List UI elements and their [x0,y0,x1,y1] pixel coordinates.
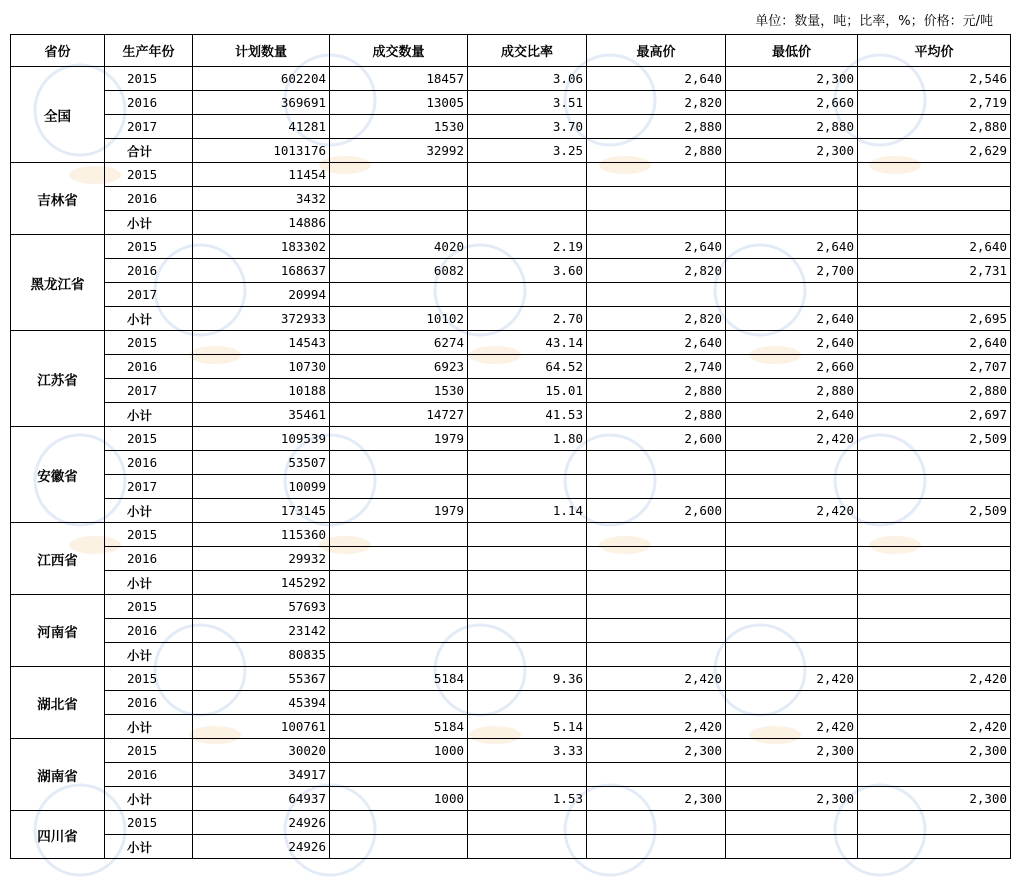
deal-qty-cell: 1979 [330,499,468,523]
plan-qty-cell: 109539 [193,427,330,451]
deal-qty-cell [330,283,468,307]
plan-qty-cell: 30020 [193,739,330,763]
table-row [11,763,1011,787]
deal-ratio-cell: 5.14 [468,715,587,739]
province-cell: 江西省 [11,523,105,595]
deal-qty-cell: 4020 [330,235,468,259]
deal-ratio-cell: 1.80 [468,427,587,451]
deal-qty-cell: 18457 [330,67,468,91]
table-row [11,403,1011,427]
min-price-cell: 2,660 [726,355,858,379]
deal-qty-cell [330,571,468,595]
min-price-cell: 2,640 [726,307,858,331]
deal-qty-cell: 10102 [330,307,468,331]
min-price-cell [726,811,858,835]
deal-qty-cell [330,475,468,499]
min-price-cell: 2,660 [726,91,858,115]
max-price-cell [587,475,726,499]
header-max-price: 最高价 [587,35,726,67]
header-deal-qty: 成交数量 [330,35,468,67]
deal-ratio-cell: 64.52 [468,355,587,379]
deal-ratio-cell: 3.60 [468,259,587,283]
avg-price-cell: 2,731 [858,259,1011,283]
deal-qty-cell: 1000 [330,739,468,763]
avg-price-cell: 2,420 [858,667,1011,691]
max-price-cell [587,451,726,475]
plan-qty-cell: 1013176 [193,139,330,163]
deal-ratio-cell: 2.70 [468,307,587,331]
max-price-cell: 2,820 [587,307,726,331]
table-row [11,691,1011,715]
min-price-cell [726,619,858,643]
table-row [11,571,1011,595]
table-row [11,643,1011,667]
table-row [11,355,1011,379]
year-cell: 2015 [105,67,193,91]
plan-qty-cell: 115360 [193,523,330,547]
plan-qty-cell: 64937 [193,787,330,811]
table-row [11,331,1011,355]
max-price-cell: 2,880 [587,403,726,427]
plan-qty-cell: 20994 [193,283,330,307]
avg-price-cell: 2,707 [858,355,1011,379]
table-row [11,379,1011,403]
province-cell: 湖南省 [11,739,105,811]
avg-price-cell: 2,546 [858,67,1011,91]
plan-qty-cell: 57693 [193,595,330,619]
avg-price-cell [858,451,1011,475]
deal-ratio-cell [468,571,587,595]
deal-qty-cell: 1979 [330,427,468,451]
table-row [11,475,1011,499]
min-price-cell: 2,300 [726,787,858,811]
deal-qty-cell [330,763,468,787]
min-price-cell: 2,420 [726,427,858,451]
year-cell: 2016 [105,619,193,643]
avg-price-cell [858,835,1011,859]
plan-qty-cell: 24926 [193,835,330,859]
table-row [11,547,1011,571]
avg-price-cell: 2,300 [858,739,1011,763]
avg-price-cell [858,811,1011,835]
max-price-cell [587,763,726,787]
deal-qty-cell: 32992 [330,139,468,163]
deal-qty-cell [330,547,468,571]
avg-price-cell: 2,509 [858,427,1011,451]
year-cell: 小计 [105,307,193,331]
deal-ratio-cell [468,691,587,715]
min-price-cell [726,163,858,187]
max-price-cell: 2,820 [587,91,726,115]
deal-ratio-cell [468,595,587,619]
plan-qty-cell: 14886 [193,211,330,235]
avg-price-cell [858,211,1011,235]
deal-qty-cell [330,523,468,547]
avg-price-cell [858,619,1011,643]
max-price-cell: 2,880 [587,115,726,139]
deal-qty-cell: 1000 [330,787,468,811]
table-row [11,259,1011,283]
deal-qty-cell [330,163,468,187]
deal-ratio-cell: 2.19 [468,235,587,259]
year-cell: 2016 [105,259,193,283]
max-price-cell [587,811,726,835]
min-price-cell [726,835,858,859]
plan-qty-cell: 10099 [193,475,330,499]
province-cell: 全国 [11,67,105,163]
table-row [11,451,1011,475]
min-price-cell [726,451,858,475]
avg-price-cell [858,595,1011,619]
deal-qty-cell [330,691,468,715]
min-price-cell [726,571,858,595]
header-deal-ratio: 成交比率 [468,35,587,67]
deal-ratio-cell [468,643,587,667]
plan-qty-cell: 34917 [193,763,330,787]
year-cell: 2015 [105,739,193,763]
max-price-cell: 2,880 [587,139,726,163]
province-cell: 四川省 [11,811,105,859]
deal-qty-cell [330,211,468,235]
deal-ratio-cell: 3.06 [468,67,587,91]
year-cell: 2016 [105,355,193,379]
deal-ratio-cell [468,187,587,211]
deal-qty-cell: 6923 [330,355,468,379]
province-cell: 黑龙江省 [11,235,105,331]
avg-price-cell [858,283,1011,307]
year-cell: 2016 [105,187,193,211]
year-cell: 小计 [105,403,193,427]
max-price-cell [587,835,726,859]
avg-price-cell [858,547,1011,571]
max-price-cell [587,571,726,595]
avg-price-cell: 2,640 [858,235,1011,259]
min-price-cell: 2,640 [726,403,858,427]
header-year: 生产年份 [105,35,193,67]
min-price-cell: 2,420 [726,499,858,523]
deal-ratio-cell [468,475,587,499]
table-row [11,835,1011,859]
min-price-cell: 2,700 [726,259,858,283]
deal-ratio-cell [468,547,587,571]
avg-price-cell: 2,697 [858,403,1011,427]
max-price-cell [587,619,726,643]
year-cell: 2015 [105,163,193,187]
avg-price-cell [858,691,1011,715]
deal-qty-cell: 5184 [330,667,468,691]
deal-ratio-cell [468,763,587,787]
deal-ratio-cell [468,835,587,859]
year-cell: 2015 [105,595,193,619]
min-price-cell [726,595,858,619]
year-cell: 2015 [105,811,193,835]
deal-ratio-cell [468,211,587,235]
max-price-cell [587,211,726,235]
year-cell: 2016 [105,91,193,115]
avg-price-cell: 2,719 [858,91,1011,115]
deal-ratio-cell: 41.53 [468,403,587,427]
deal-qty-cell [330,643,468,667]
table-row [11,235,1011,259]
deal-qty-cell [330,451,468,475]
max-price-cell: 2,820 [587,259,726,283]
plan-qty-cell: 14543 [193,331,330,355]
plan-qty-cell: 602204 [193,67,330,91]
province-cell: 江苏省 [11,331,105,427]
deal-qty-cell [330,595,468,619]
year-cell: 2015 [105,235,193,259]
min-price-cell: 2,880 [726,379,858,403]
max-price-cell [587,283,726,307]
table-row [11,499,1011,523]
deal-qty-cell: 5184 [330,715,468,739]
avg-price-cell: 2,629 [858,139,1011,163]
year-cell: 2017 [105,379,193,403]
plan-qty-cell: 10188 [193,379,330,403]
deal-ratio-cell [468,163,587,187]
table-row [11,427,1011,451]
header-avg-price: 平均价 [858,35,1011,67]
min-price-cell: 2,420 [726,667,858,691]
province-cell: 湖北省 [11,667,105,739]
table-row [11,619,1011,643]
max-price-cell: 2,740 [587,355,726,379]
year-cell: 2015 [105,523,193,547]
min-price-cell [726,547,858,571]
table-row [11,139,1011,163]
plan-qty-cell: 35461 [193,403,330,427]
avg-price-cell [858,643,1011,667]
plan-qty-cell: 53507 [193,451,330,475]
unit-note: 单位：数量，吨；比率，%；价格：元/吨 [755,14,993,29]
province-cell: 河南省 [11,595,105,667]
table-row [11,595,1011,619]
deal-ratio-cell [468,451,587,475]
deal-qty-cell: 1530 [330,379,468,403]
min-price-cell [726,283,858,307]
deal-ratio-cell [468,523,587,547]
plan-qty-cell: 10730 [193,355,330,379]
avg-price-cell: 2,640 [858,331,1011,355]
avg-price-cell [858,187,1011,211]
deal-ratio-cell [468,619,587,643]
year-cell: 2016 [105,451,193,475]
deal-qty-cell: 13005 [330,91,468,115]
table-row [11,187,1011,211]
plan-qty-cell: 23142 [193,619,330,643]
deal-qty-cell: 1530 [330,115,468,139]
table-row [11,307,1011,331]
max-price-cell [587,691,726,715]
min-price-cell [726,187,858,211]
max-price-cell: 2,300 [587,739,726,763]
max-price-cell: 2,420 [587,715,726,739]
max-price-cell: 2,640 [587,67,726,91]
max-price-cell: 2,880 [587,379,726,403]
table-row [11,787,1011,811]
plan-qty-cell: 45394 [193,691,330,715]
max-price-cell [587,643,726,667]
min-price-cell: 2,300 [726,139,858,163]
header-min-price: 最低价 [726,35,858,67]
header-plan-qty: 计划数量 [193,35,330,67]
deal-qty-cell [330,619,468,643]
max-price-cell: 2,600 [587,427,726,451]
table-row [11,163,1011,187]
min-price-cell: 2,880 [726,115,858,139]
deal-ratio-cell: 15.01 [468,379,587,403]
deal-ratio-cell: 1.14 [468,499,587,523]
deal-ratio-cell: 3.51 [468,91,587,115]
deal-ratio-cell: 3.33 [468,739,587,763]
deal-qty-cell [330,187,468,211]
avg-price-cell [858,523,1011,547]
max-price-cell [587,523,726,547]
year-cell: 2015 [105,427,193,451]
table-row [11,811,1011,835]
deal-qty-cell [330,835,468,859]
year-cell: 2015 [105,667,193,691]
deal-ratio-cell [468,811,587,835]
province-cell: 吉林省 [11,163,105,235]
min-price-cell [726,643,858,667]
deal-ratio-cell: 3.70 [468,115,587,139]
min-price-cell: 2,640 [726,235,858,259]
year-cell: 小计 [105,835,193,859]
plan-qty-cell: 183302 [193,235,330,259]
avg-price-cell: 2,300 [858,787,1011,811]
table-row [11,283,1011,307]
max-price-cell: 2,420 [587,667,726,691]
max-price-cell [587,163,726,187]
table-row [11,91,1011,115]
avg-price-cell: 2,420 [858,715,1011,739]
max-price-cell [587,187,726,211]
deal-ratio-cell: 9.36 [468,667,587,691]
max-price-cell: 2,640 [587,331,726,355]
province-cell: 安徽省 [11,427,105,523]
plan-qty-cell: 100761 [193,715,330,739]
deal-qty-cell: 14727 [330,403,468,427]
deal-ratio-cell: 43.14 [468,331,587,355]
year-cell: 合计 [105,139,193,163]
plan-qty-cell: 29932 [193,547,330,571]
year-cell: 2016 [105,547,193,571]
avg-price-cell: 2,880 [858,115,1011,139]
plan-qty-cell: 145292 [193,571,330,595]
table-row [11,523,1011,547]
plan-qty-cell: 24926 [193,811,330,835]
avg-price-cell [858,571,1011,595]
table-row [11,715,1011,739]
deal-ratio-cell [468,283,587,307]
plan-qty-cell: 173145 [193,499,330,523]
max-price-cell: 2,600 [587,499,726,523]
year-cell: 小计 [105,715,193,739]
year-cell: 小计 [105,499,193,523]
min-price-cell [726,763,858,787]
table-row [11,667,1011,691]
year-cell: 小计 [105,571,193,595]
auction-results-table [10,34,1011,859]
min-price-cell: 2,420 [726,715,858,739]
avg-price-cell [858,475,1011,499]
header-row [11,35,1011,67]
max-price-cell: 2,640 [587,235,726,259]
avg-price-cell: 2,509 [858,499,1011,523]
min-price-cell: 2,300 [726,67,858,91]
year-cell: 2016 [105,691,193,715]
min-price-cell [726,211,858,235]
min-price-cell: 2,300 [726,739,858,763]
deal-qty-cell [330,811,468,835]
min-price-cell [726,523,858,547]
year-cell: 2017 [105,115,193,139]
deal-ratio-cell: 3.25 [468,139,587,163]
deal-ratio-cell: 1.53 [468,787,587,811]
avg-price-cell: 2,695 [858,307,1011,331]
plan-qty-cell: 372933 [193,307,330,331]
year-cell: 2016 [105,763,193,787]
avg-price-cell: 2,880 [858,379,1011,403]
year-cell: 2017 [105,283,193,307]
table-row [11,211,1011,235]
max-price-cell [587,595,726,619]
table-row [11,115,1011,139]
year-cell: 小计 [105,643,193,667]
min-price-cell [726,475,858,499]
max-price-cell: 2,300 [587,787,726,811]
table-row [11,67,1011,91]
avg-price-cell [858,163,1011,187]
min-price-cell [726,691,858,715]
deal-qty-cell: 6082 [330,259,468,283]
header-province: 省份 [11,35,105,67]
plan-qty-cell: 369691 [193,91,330,115]
year-cell: 2017 [105,475,193,499]
table-body [11,67,1011,859]
table-row [11,739,1011,763]
plan-qty-cell: 80835 [193,643,330,667]
plan-qty-cell: 3432 [193,187,330,211]
year-cell: 小计 [105,211,193,235]
plan-qty-cell: 41281 [193,115,330,139]
deal-qty-cell: 6274 [330,331,468,355]
plan-qty-cell: 168637 [193,259,330,283]
year-cell: 2015 [105,331,193,355]
avg-price-cell [858,763,1011,787]
min-price-cell: 2,640 [726,331,858,355]
year-cell: 小计 [105,787,193,811]
plan-qty-cell: 55367 [193,667,330,691]
max-price-cell [587,547,726,571]
plan-qty-cell: 11454 [193,163,330,187]
